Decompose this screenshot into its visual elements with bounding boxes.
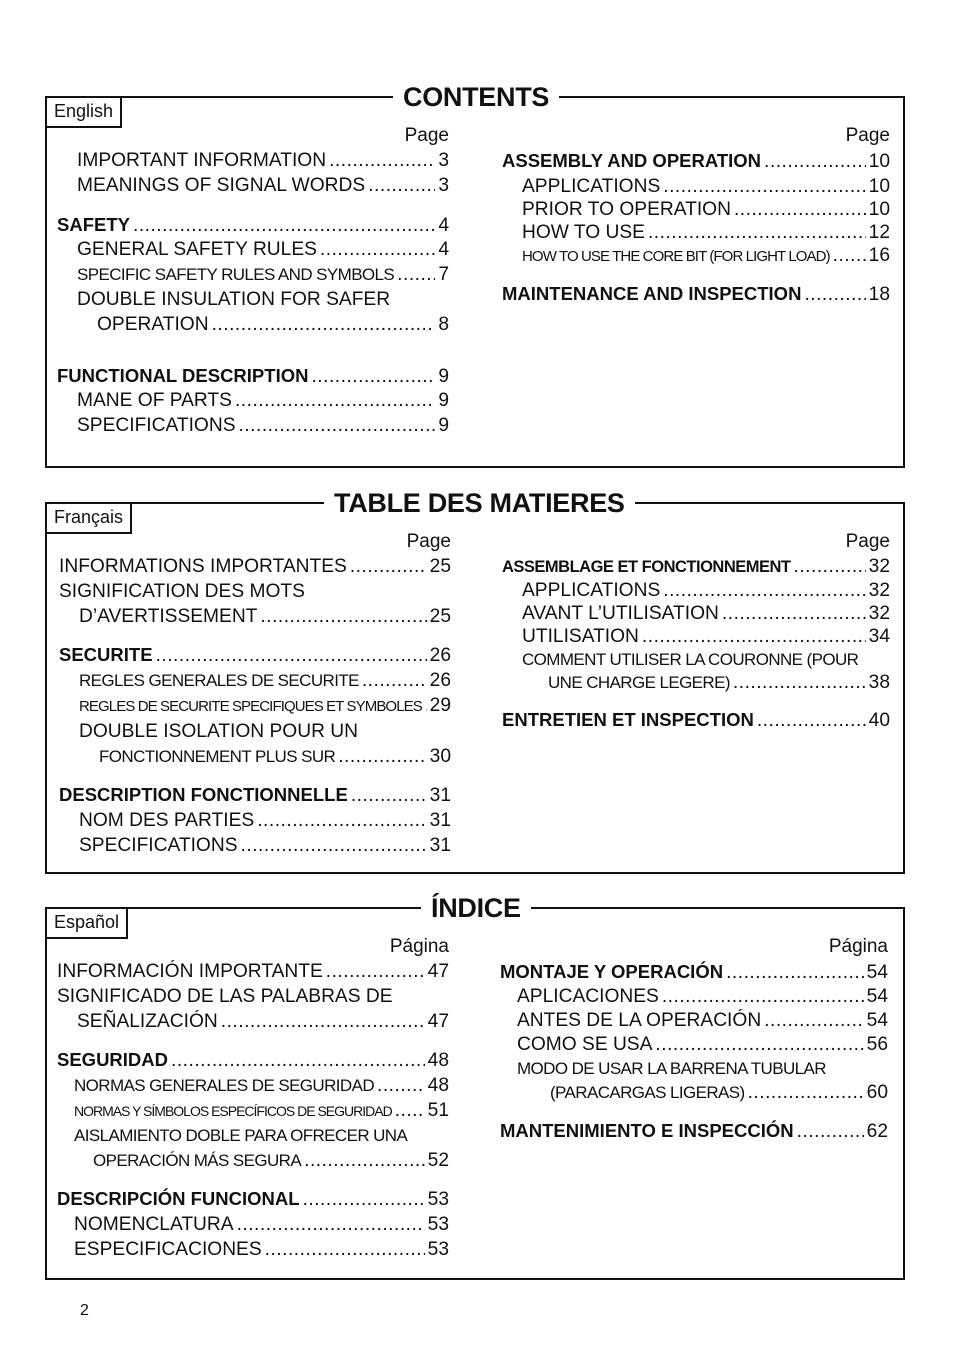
- right-column: [502, 124, 890, 308]
- toc-entry: APLICACIONES ..... 54: [500, 985, 888, 1009]
- contents-english-section: [45, 81, 905, 468]
- left-column: [59, 530, 451, 859]
- page-number: 2: [80, 1302, 89, 1319]
- toc-entry: REGLES DE SECURITE SPECIFIQUES ET SYMBOLES ..... 29: [59, 694, 451, 720]
- toc-entry: NORMAS Y SÍMBOLOS ESPECÍFICOS DE SEGURIDAD ..... 51: [57, 1099, 449, 1124]
- section-title: ÍNDICE: [421, 895, 531, 922]
- toc-entry: COMO SE USA ..... 56: [500, 1033, 888, 1057]
- toc-heading-entry: FUNCTIONAL DESCRIPTION ..... 9: [57, 364, 449, 390]
- toc-entry-line: DOUBLE ISOLATION POUR UN: [79, 720, 358, 742]
- toc-entry: D’AVERTISSEMENT ..... 25: [59, 605, 451, 630]
- toc-entry: UTILISATION ..... 34: [502, 625, 890, 648]
- toc-entry-line: DOUBLE INSULATION FOR SAFER: [77, 288, 391, 310]
- toc-entry: GENERAL SAFETY RULES ..... 4: [57, 238, 449, 263]
- toc-heading-entry: SECURITE ..... 26: [59, 643, 451, 669]
- toc-entry: NORMAS GENERALES DE SEGURIDAD ..... 48: [57, 1074, 449, 1099]
- language-label: English: [47, 98, 122, 128]
- toc-entry: AVANT L’UTILISATION ..... 32: [502, 602, 890, 625]
- toc-heading-entry: SAFETY ..... 4: [57, 213, 449, 239]
- toc-entry: OPERACIÓN MÁS SEGURA ..... 52: [57, 1149, 449, 1174]
- toc-entry: HOW TO USE THE CORE BIT (FOR LIGHT LOAD) ..... 16: [502, 244, 890, 268]
- left-column: [57, 124, 449, 439]
- toc-entry: OPERATION ..... 8: [57, 313, 449, 338]
- toc-entry: INFORMATIONS IMPORTANTES ..... 25: [59, 555, 451, 580]
- section-title: CONTENTS: [393, 84, 559, 111]
- toc-entry: ANTES DE LA OPERACIÓN ..... 54: [500, 1009, 888, 1033]
- toc-entry: SPECIFICATIONS ..... 31: [59, 834, 451, 859]
- language-label: Español: [47, 909, 128, 939]
- toc-entry: INFORMACIÓN IMPORTANTE ..... 47: [57, 960, 449, 985]
- toc-heading-entry: MAINTENANCE AND INSPECTION ..... 18: [502, 282, 890, 308]
- toc-entry: IMPORTANT INFORMATION ..... 3: [57, 149, 449, 174]
- toc-entry: SPECIFIC SAFETY RULES AND SYMBOLS ..... 7: [57, 263, 449, 288]
- contents-spanish-section: [45, 892, 905, 1280]
- toc-entry: MANE OF PARTS ..... 9: [57, 389, 449, 414]
- toc-entry-line: AISLAMIENTO DOBLE PARA OFRECER UNA: [74, 1125, 408, 1145]
- page-column-header: Page: [406, 531, 451, 552]
- toc-heading-entry: DESCRIPTION FONCTIONNELLE ..... 31: [59, 783, 451, 809]
- toc-heading-entry: ENTRETIEN ET INSPECTION ..... 40: [502, 708, 890, 734]
- toc-heading-entry: ASSEMBLY AND OPERATION ..... 10: [502, 149, 890, 175]
- toc-entry: APPLICATIONS ..... 10: [502, 175, 890, 198]
- toc-entry: NOMENCLATURA ..... 53: [57, 1213, 449, 1238]
- toc-entry: SEÑALIZACIÓN ..... 47: [57, 1010, 449, 1035]
- toc-entry-line: COMMENT UTILISER LA COURONNE (POUR: [522, 650, 859, 669]
- toc-entry: NOM DES PARTIES ..... 31: [59, 809, 451, 834]
- toc-entry: REGLES GENERALES DE SECURITE ..... 26: [59, 669, 451, 694]
- toc-entry-line: SIGNIFICADO DE LAS PALABRAS DE: [57, 985, 393, 1007]
- toc-heading-entry: ASSEMBLAGE ET FONCTIONNEMENT ..... 32: [502, 555, 890, 579]
- toc-heading-entry: DESCRIPCIÓN FUNCIONAL ..... 53: [57, 1187, 449, 1213]
- toc-entry: APPLICATIONS ..... 32: [502, 579, 890, 602]
- toc-entry: PRIOR TO OPERATION ..... 10: [502, 198, 890, 221]
- toc-heading-entry: MANTENIMIENTO E INSPECCIÓN ..... 62: [500, 1119, 888, 1145]
- page-column-header: Página: [828, 936, 888, 957]
- page-column-header: Page: [845, 125, 890, 146]
- toc-entry: MEANINGS OF SIGNAL WORDS ..... 3: [57, 174, 449, 199]
- language-label: Français: [47, 504, 132, 534]
- toc-entry: HOW TO USE ..... 12: [502, 221, 890, 244]
- toc-heading-entry: MONTAJE Y OPERACIÓN ..... 54: [500, 960, 888, 985]
- toc-entry-line: MODO DE USAR LA BARRENA TUBULAR: [517, 1059, 826, 1078]
- toc-entry-line: SIGNIFICATION DES MOTS: [59, 580, 305, 602]
- contents-french-section: [45, 487, 905, 874]
- toc-entry: ESPECIFICACIONES ..... 53: [57, 1238, 449, 1263]
- page-column-header: Página: [389, 936, 449, 957]
- right-column: [502, 530, 890, 734]
- toc-heading-entry: SEGURIDAD ..... 48: [57, 1048, 449, 1074]
- left-column: [57, 935, 449, 1263]
- page-column-header: Page: [845, 531, 890, 552]
- section-title: TABLE DES MATIERES: [324, 490, 635, 517]
- toc-entry: SPECIFICATIONS ..... 9: [57, 414, 449, 439]
- toc-entry: UNE CHARGE LEGERE) ..... 38: [502, 671, 890, 694]
- right-column: [500, 935, 888, 1145]
- toc-entry: FONCTIONNEMENT PLUS SUR ..... 30: [59, 745, 451, 770]
- page-column-header: Page: [404, 125, 449, 146]
- toc-entry: (PARACARGAS LIGERAS) ..... 60: [500, 1081, 888, 1105]
